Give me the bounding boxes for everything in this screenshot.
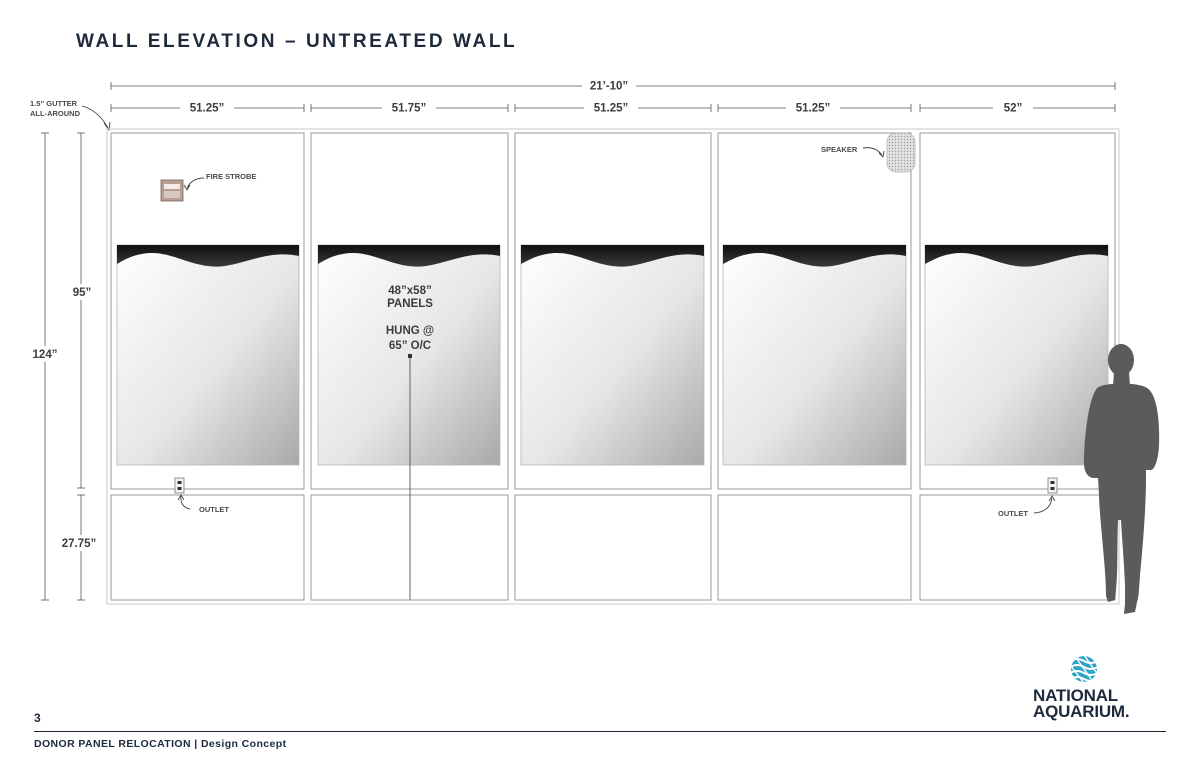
lower-wall-panel-3: [515, 495, 711, 600]
outlet-right-icon: [1048, 478, 1057, 493]
donor-panel-5: [925, 245, 1108, 465]
donor-panel-4: [723, 245, 906, 465]
donor-panel-3: [521, 245, 704, 465]
outlet-left-icon: [175, 478, 184, 493]
national-aquarium-logo: [1030, 655, 1150, 725]
hung-spacing-line1: HUNG @: [385, 325, 435, 337]
segment-dim-5: 52”: [1003, 102, 1023, 115]
fire-strobe-label: FIRE STROBE: [206, 172, 257, 181]
gutter-note-line2: ALL-AROUND: [30, 109, 80, 118]
segment-dim-1: 51.25”: [189, 102, 225, 115]
speaker-icon: [887, 133, 915, 172]
lower-height-label: 27.75”: [61, 538, 97, 550]
fire-strobe-icon: [161, 180, 183, 201]
lower-wall-panels: [111, 495, 1115, 600]
footer-divider: [34, 731, 1166, 732]
page-title: WALL ELEVATION – UNTREATED WALL: [76, 31, 518, 52]
total-height-label: 124”: [32, 349, 58, 361]
segment-dim-3: 51.25”: [593, 102, 629, 115]
speaker-label: SPEAKER: [821, 145, 858, 154]
page-number: 3: [34, 711, 41, 725]
logo-wordmark: [1033, 688, 1129, 720]
lower-wall-panel-4: [718, 495, 911, 600]
lower-wall-panel-2: [311, 495, 508, 600]
segment-dimensions: [111, 100, 1115, 115]
panel-size-line1: 48”x58”: [388, 285, 432, 297]
overall-width-dimension: [111, 78, 1115, 93]
segment-dim-4: 51.25”: [795, 102, 831, 115]
vertical-dimensions: [28, 133, 104, 600]
hung-spacing-line2: 65” O/C: [388, 340, 432, 352]
logo-line1: NATIONAL: [1033, 686, 1118, 705]
gutter-note: [30, 99, 110, 130]
footer-project-title: DONOR PANEL RELOCATION | Design Concept: [34, 738, 287, 750]
segment-dim-2: 51.75”: [391, 102, 427, 115]
overall-width-label: 21’-10”: [589, 80, 629, 93]
donor-panel-1: [117, 245, 299, 465]
panel-size-line2: PANELS: [387, 298, 433, 310]
outlet-left-label: OUTLET: [199, 505, 229, 514]
logo-line2: AQUARIUM.: [1033, 702, 1130, 721]
gutter-note-line1: 1.5” GUTTER: [30, 99, 78, 108]
upper-height-label: 95”: [72, 287, 92, 299]
outlet-right-label: OUTLET: [998, 509, 1028, 518]
aquarium-logo-icon: [1070, 655, 1098, 683]
